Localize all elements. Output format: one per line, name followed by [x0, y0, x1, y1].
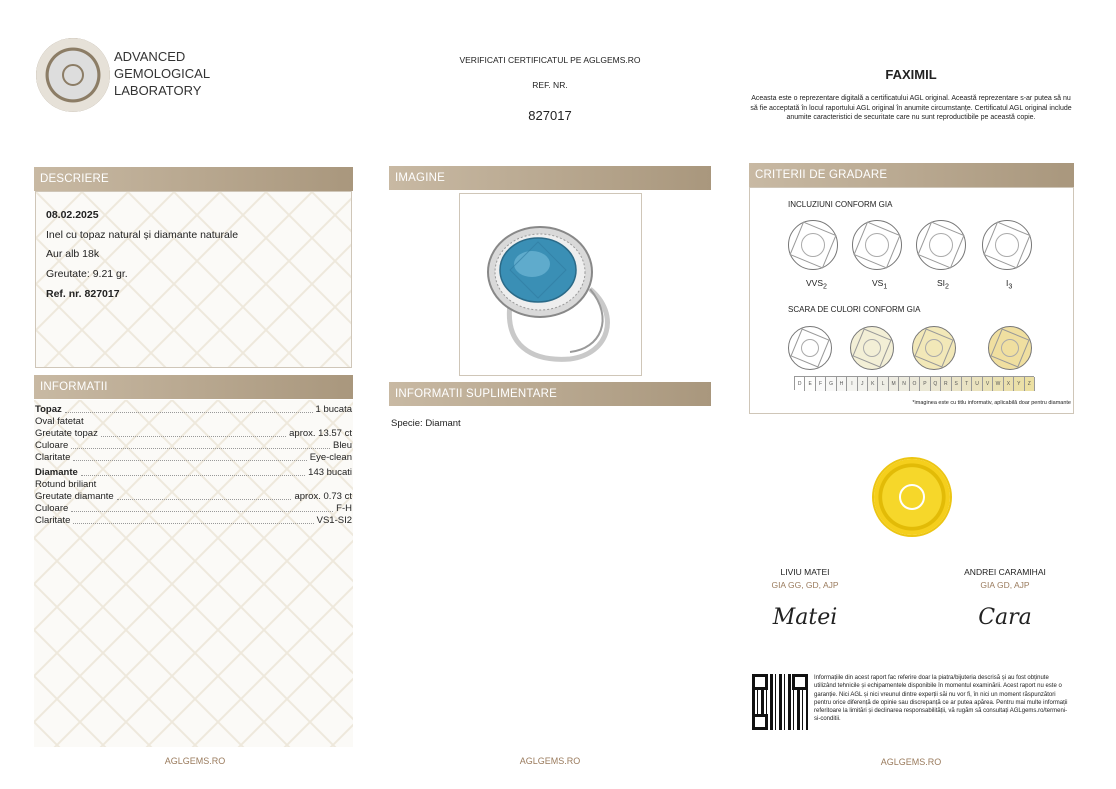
facsimile-title: FAXIMIL [885, 67, 937, 82]
diamonds-weight-row: Greutate diamante aprox. 0.73 ct [35, 491, 352, 502]
suplimentare-header: INFORMATII SUPLIMENTARE [389, 382, 711, 406]
color-scale-cell: K [868, 377, 878, 391]
incl-label-vs: $VS_1$ [872, 278, 888, 291]
diamond-faint-yellow-icon [912, 326, 956, 370]
topaz-clarity-row: Claritate Eye-clean [35, 452, 352, 463]
color-scale-cell: N [899, 377, 909, 391]
ref-number: 827017 [528, 108, 572, 123]
qr-code-icon[interactable] [752, 674, 808, 730]
suplimentare-text: Specie: Diamant [391, 418, 461, 429]
diamonds-clarity-row: Claritate VS1-SI2 [35, 515, 352, 526]
descriere-panel [35, 191, 352, 368]
topaz-weight-row: Greutate topaz aprox. 13.57 ct [35, 428, 352, 439]
diamonds-cut: Rotund briliant [35, 479, 97, 490]
incl-label-si: $SI_2$ [937, 278, 949, 291]
color-scale-cell: V [983, 377, 993, 391]
footer-link-left[interactable]: AGLGEMS.RO [164, 756, 226, 766]
signer1-name: LIVIU MATEI [780, 567, 830, 577]
color-scale-cell: U [972, 377, 982, 391]
color-scale-cell: O [910, 377, 920, 391]
descriere-line1: Inel cu topaz natural și diamante naturale [46, 229, 239, 241]
diamonds-color-row: Culoare F-H [35, 503, 352, 514]
color-scale-cell: Q [931, 377, 941, 391]
criterii-panel [749, 187, 1074, 414]
color-scale-cell: Y [1014, 377, 1024, 391]
color-scale-cell: D [795, 377, 805, 391]
informatii-panel [34, 400, 353, 747]
diamond-i-icon [982, 220, 1032, 270]
color-scale-cell: I [847, 377, 857, 391]
signer1-signature: Matei [772, 605, 838, 630]
verify-text: VERIFICATI CERTIFICATUL PE AGLGEMS.RO [459, 55, 641, 65]
informatii-header: INFORMATII [34, 375, 353, 399]
criterii-note: *imaginea este cu titlu informativ, aplicabilă doar pentru diamante [912, 400, 1071, 406]
color-scale-cell: M [889, 377, 899, 391]
imagine-header: IMAGINE [389, 166, 711, 190]
signer1-creds: GIA GG, GD, AJP [771, 580, 839, 590]
diamond-vs-icon [852, 220, 902, 270]
ring-photo [459, 193, 642, 376]
diamonds-row: Diamante 143 bucati [35, 467, 352, 478]
facsimile-text: Aceasta este o reprezentare digitală a certificatului AGL original. Această reprezentare s-ar putea să nu să fie acceptată în locul raportului AGL original în anumite circumstanțe. Certificatul AGL original include anumite caracteristici de securitate care nu sunt reproductibile pe această copie. [750, 95, 1072, 121]
color-scale-cell: S [952, 377, 962, 391]
incl-label-i: $I_3$ [1006, 278, 1013, 291]
inclusions-title: INCLUZIUNI CONFORM GIA [788, 200, 893, 209]
descriere-ref: Ref. nr. 827017 [46, 288, 120, 300]
descriere-line3: Greutate: 9.21 gr. [46, 268, 128, 280]
descriere-header: DESCRIERE [34, 167, 353, 191]
footer-link-right[interactable]: AGLGEMS.RO [880, 757, 942, 767]
color-scale-cell: R [941, 377, 951, 391]
disclaimer-text: Informațiile din acest raport fac referire doar la piatra/bijuteria descrisă și au fost obținute utilizând tehnicile și echipamentele disponibile în momentul examinării. Acest raport nu este o garanție. Nici AGL și nici vreunul dintre experții săi nu vor fi, în nici un moment răspunzători pentru orice diferență de opinie sau discrepanță ce ar putea apărea. Pentru mai multe informații referitoare la limitări și declinarea responsabilității, vă rugăm să consultați AGLgems.ro/termeni-si-conditii. [814, 675, 1068, 723]
diamond-near-colorless-icon [850, 326, 894, 370]
signer2-signature: Cara [978, 605, 1032, 630]
criterii-header: CRITERII DE GRADARE [749, 163, 1074, 187]
ring-image [460, 194, 641, 375]
color-scale-cell: Z [1025, 377, 1035, 391]
signer2-creds: GIA GD, AJP [980, 580, 1030, 590]
colors-title: SCARA DE CULORI CONFORM GIA [788, 305, 921, 314]
color-scale-cell: G [826, 377, 836, 391]
color-scale-cell: W [993, 377, 1003, 391]
color-scale-cell: E [805, 377, 815, 391]
color-scale-cell: L [878, 377, 888, 391]
footer-link-center[interactable]: AGLGEMS.RO [519, 756, 581, 766]
incl-label-vvs: $VVS_2$ [806, 278, 827, 291]
diamond-si-icon [916, 220, 966, 270]
diamond-vvs-icon [788, 220, 838, 270]
descriere-line2: Aur alb 18k [46, 248, 100, 260]
color-scale-cell: P [920, 377, 930, 391]
diamond-colorless-icon [788, 326, 832, 370]
topaz-color-row: Culoare Bleu [35, 440, 352, 451]
topaz-row: Topaz 1 bucata [35, 404, 352, 415]
color-scale-cell: H [837, 377, 847, 391]
color-scale-cell: X [1004, 377, 1014, 391]
lab-name: ADVANCED GEMOLOGICAL LABORATORY [114, 49, 211, 98]
topaz-cut: Oval fatetat [35, 416, 84, 427]
gold-seal-icon [874, 459, 950, 535]
color-scale-cell: F [816, 377, 826, 391]
color-scale [794, 376, 1034, 390]
ref-label: REF. NR. [532, 80, 568, 90]
color-scale-cell: J [858, 377, 868, 391]
diamond-light-yellow-icon [988, 326, 1032, 370]
signer2-name: ANDREI CARAMIHAI [964, 567, 1046, 577]
color-scale-cell: T [962, 377, 972, 391]
descriere-date: 08.02.2025 [46, 209, 99, 221]
lab-seal-logo [36, 38, 110, 112]
